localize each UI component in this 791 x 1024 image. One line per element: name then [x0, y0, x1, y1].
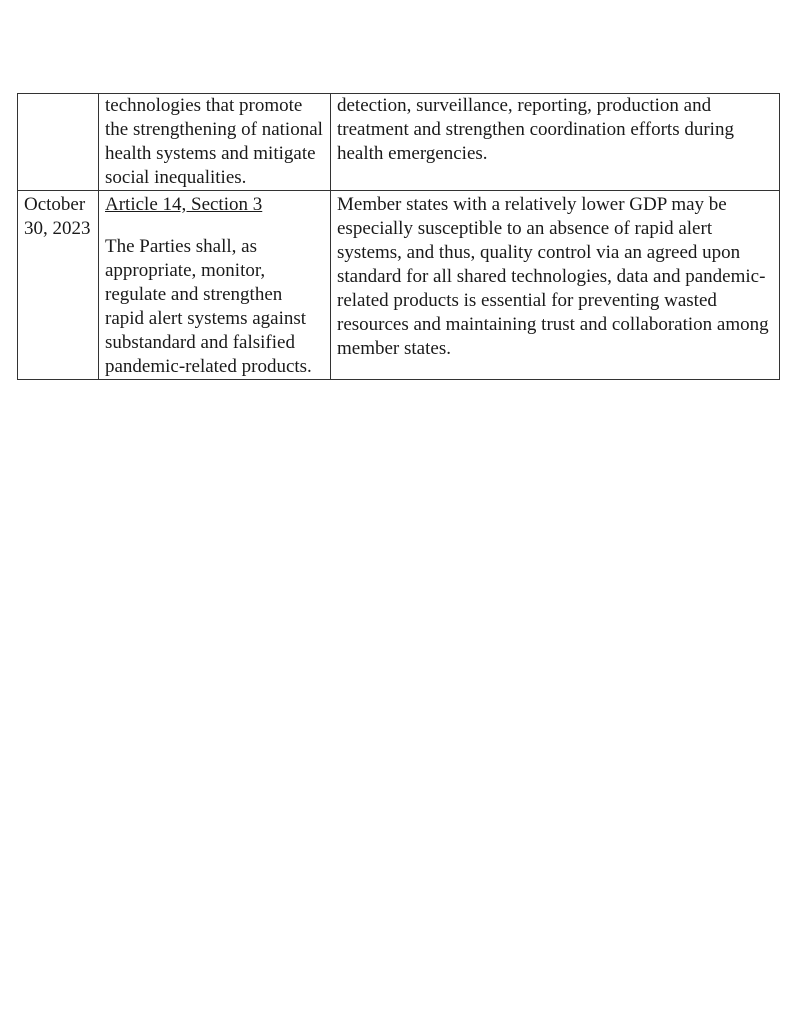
article-heading: Article 14, Section 3 [105, 194, 263, 215]
comment-text: Member states with a relatively lower GDP may be especially susceptible to an absence of rapid alert systems, and thus, quality control via an agreed upon standard for all shared technologies, data and pandemic-related products is essential for preventing wasted resources and maintaining trust and collaboration among member states. [337, 194, 769, 359]
comment-text: detection, surveillance, reporting, production and treatment and strengthen coordination efforts during health emergencies. [337, 95, 734, 164]
article-text: technologies that promote the strengthening of national health systems and mitigate social inequalities. [105, 95, 323, 188]
date-cell [18, 94, 99, 191]
comment-cell [331, 191, 780, 380]
comment-cell [331, 94, 780, 191]
date-cell [18, 191, 99, 380]
article-cell [99, 191, 331, 380]
date-text: October 30, 2023 [24, 194, 91, 239]
article-cell [99, 94, 331, 191]
document-table [17, 93, 780, 380]
article-text: The Parties shall, as appropriate, monitor, regulate and strengthen rapid alert systems against substandard and falsified pandemic-related products. [105, 236, 312, 377]
table-row [18, 94, 780, 191]
table-row [18, 191, 780, 380]
paragraph-spacer [105, 217, 324, 235]
